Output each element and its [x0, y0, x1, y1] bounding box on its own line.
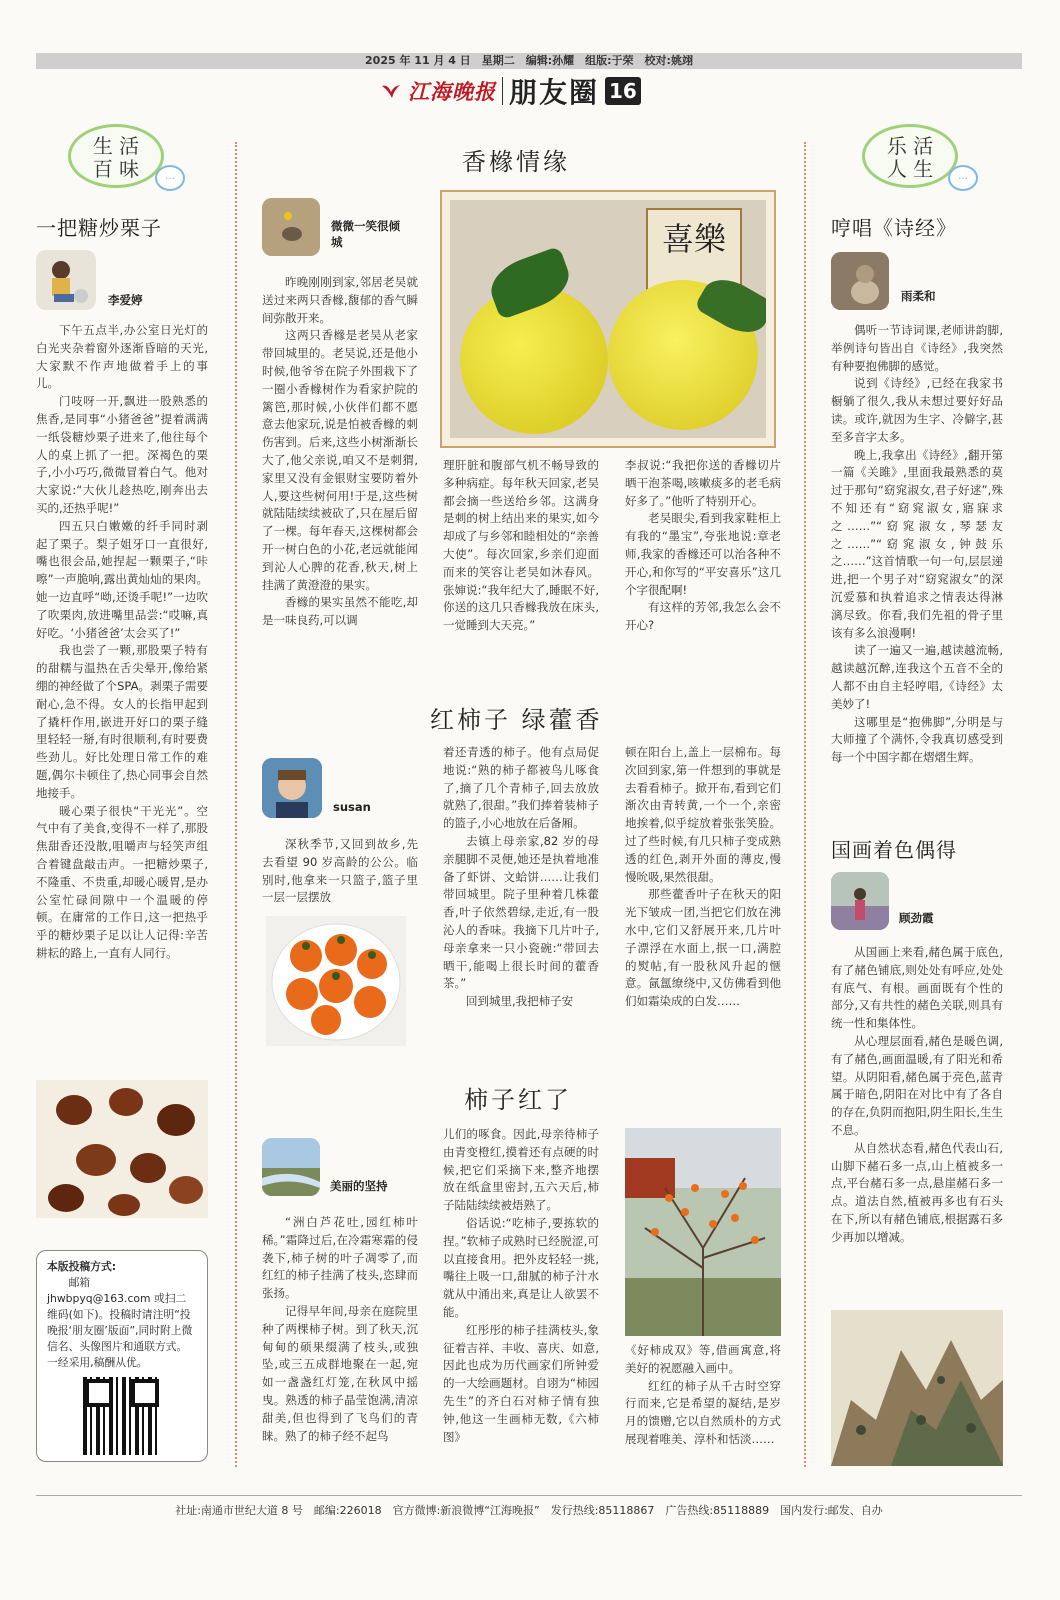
- author-avatar: [831, 252, 889, 310]
- paragraph: 有这样的芳邻,我怎么会不开心?: [625, 600, 781, 633]
- column-rule-right: [804, 142, 806, 1467]
- article-body: [625, 457, 781, 669]
- paragraph: 读了一遍又一遍,越读越流畅,越读越沉醉,连我这个五音不全的人都不由自主轻哼唱,《诗经》太美妙了!: [831, 643, 1003, 711]
- author-avatar: [262, 198, 320, 256]
- column-rule-left: [235, 142, 237, 1467]
- section-badge-leisure: 乐 活 人 生: [862, 124, 958, 188]
- citron-photo-frame: [440, 190, 776, 448]
- paragraph: 儿们的啄食。因此,母亲待柿子由青变橙红,摸着还有点硬的时候,把它们采摘下来,整齐地摆放在纸盒里密封,五六天后,柿子陆陆续续被焐熟了。: [443, 1127, 599, 1213]
- article-title: 国画着色偶得: [831, 838, 957, 862]
- paragraph: 红红的柿子从千古时空穿行而来,它是希望的凝结,是岁月的馈赠,它以自然质朴的方式展现着唯美、淳朴和恬淡……: [625, 1378, 781, 1446]
- author-name: 美丽的坚持: [330, 1179, 388, 1193]
- paragraph: 这哪里是“抱佛脚”,分明是与大师撞了个满怀,令我真切感受到每一个中国字都在熠熠生辉。: [831, 714, 1003, 765]
- author-name: 微微一笑很倾城: [331, 219, 400, 249]
- persimmon-plate-photo: [266, 916, 406, 1046]
- paragraph: 从心理层面看,赭色是暖色调,有了赭色,画面温暖,有了阳光和希望。从阴阳看,赭色属于亮色,蓝青属于暗色,阴阳在对比中有了各自的存在,负阴而抱阳,阴生阳长,生生不息。: [831, 1033, 1003, 1137]
- newspaper-logo: 江海晚报: [408, 79, 496, 104]
- paragraph: 顿在阳台上,盖上一层棉布。每次回到家,第一件想到的事就是去看看柿子。掀开布,看到它们渐次由青转黄,一个一个,亲密地挨着,似乎绽放着张张笑脸。过了些时候,有几只柿子变成熟透的红色,剥开外面的薄皮,慢慢吮吸,果然很甜。: [625, 745, 781, 884]
- author-name: 李爱婷: [108, 293, 143, 307]
- article-body: [262, 274, 418, 664]
- landscape-painting: [831, 1310, 1003, 1466]
- speech-bubble-icon: …: [948, 165, 978, 191]
- paragraph: 深秋季节,又回到故乡,先去看望 90 岁高龄的公公。临别时,他拿来一只篮子,篮子里一层一层摆放: [262, 837, 418, 905]
- article-body: [443, 1126, 599, 1466]
- paragraph: 老吴眼尖,看到我家鞋柜上有我的“墨宝”,夸张地说:章老师,我家的香橼还可以治各种不开心,和你写的“平安喜乐”这几个字很配啊!: [625, 511, 781, 597]
- citron-photo: [450, 200, 766, 438]
- article-title: 柿子红了: [464, 1086, 572, 1114]
- paragraph: 记得早年间,母亲在庭院里种了两棵柿子树。到了秋天,沉甸甸的硕果缀满了枝头,或独坠,或三五成群地聚在一起,宛如一盏盏红灯笼,在秋风中摇曳。熟透的柿子晶莹饱满,清凉甜美,但也得到了飞鸟们的青睐。熟了的柿子经不起鸟: [262, 1303, 418, 1443]
- paragraph: 《好柿成双》等,借画寓意,将美好的祝愿融入画中。: [625, 1343, 781, 1375]
- article-body: [36, 322, 208, 1074]
- page-number: 16: [605, 77, 641, 105]
- paragraph: 门吱呀一开,飘进一股熟悉的焦香,是同事“小猪爸爸”提着满满一纸袋糖炒栗子进来了,他往每个人的桌上抓了一把。深褐色的栗子,小小巧巧,微微冒着白气。他对大家说:“大伙儿趁热吃,刚奔出去买的,还热乎呢!”: [36, 394, 208, 515]
- paragraph: 那些藿香叶子在秋天的阳光下皱成一团,当把它们放在沸水中,它们又舒展开来,几片叶子漂浮在水面上,抿一口,满腔的熨帖,有一股秋风升起的惬意。氤氲缭绕中,又仿佛看到他们如霜染成的白发……: [625, 887, 781, 1009]
- author-avatar: [262, 1138, 320, 1196]
- author-avatar: [831, 872, 889, 930]
- paragraph: 从国画上来看,赭色属于底色,有了赭色铺底,则处处有呼应,处处有底气、有根。画面既有个性的部分,又有共性的赭色关联,则具有统一性和集体性。: [831, 945, 1003, 1031]
- author-name: susan: [333, 800, 371, 814]
- author-avatar: [36, 250, 96, 310]
- article-body: [443, 744, 599, 1052]
- calligraphy-sign: 喜樂: [646, 208, 742, 318]
- dateline-bar: 2025 年 11 月 4 日 星期二 编辑:孙耀 组版:于荣 校对:姚翊: [36, 53, 1022, 69]
- paragraph: 理肝脏和腹部气机不畅导致的多种病症。每年秋天回家,老吴都会摘一些送给乡邻。这满身是刺的树上结出来的果实,如今却成了与乡邻和睦相处的“亲善大使”。每次回家,乡亲们迎面而来的笑容让老吴如沐春风。张婶说:“我年纪大了,睡眠不好,你送的这几只香橼我放在床头,一觉睡到大天亮。”: [443, 458, 599, 633]
- article-title: 哼唱《诗经》: [831, 216, 957, 240]
- author-name: 顾劲霞: [899, 911, 934, 925]
- paragraph: 暖心栗子很快“干光光”。空气中有了美食,变得不一样了,那股焦甜香还没散,咀嚼声与轻笑声组合着键盘敲击声。一把糖炒栗子,不隆重、不贵重,却暖心暖胃,是办公室忙碌间隙中一个温暖的停顿。在庸常的工作日,这一把热乎乎的糖炒栗子足以让人记得:辛苦耕耘的路上,一直有人同行。: [36, 803, 208, 960]
- submission-notice: 本版投稿方式: 邮箱 jhwbpyq@163.com 或扫二维码(如下)。投稿时请注明“投晚报‘朋友圈’版面”,同时附上微信名、头像图片和通联方式。一经采用,稿酬从优。: [36, 1250, 208, 1462]
- article-body: [443, 457, 599, 669]
- paragraph: 说到《诗经》,已经在我家书橱躺了很久,我从未想过要好好品读。或许,就因为生字、冷僻字,甚至多音字太多。: [831, 376, 1003, 444]
- article-title: 红柿子 绿藿香: [430, 706, 603, 734]
- article-body: [262, 836, 418, 908]
- paragraph: 偶听一节诗词课,老师讲韵脚,举例诗句皆出自《诗经》,我突然有种要抱佛脚的感觉。: [831, 323, 1003, 373]
- article-title: 一把糖炒栗子: [36, 216, 162, 240]
- section-title: 朋友圈: [509, 76, 600, 109]
- author-name: 雨柔和: [901, 289, 936, 303]
- paragraph: “洲白芦花吐,园红柿叶稀。”霜降过后,在冷霜寒霜的侵袭下,柿子树的叶子凋零了,而红红的柿子挂满了枝头,恣肆而张扬。: [262, 1215, 418, 1301]
- article-body: [625, 1342, 781, 1466]
- paragraph: 我也尝了一颗,那股栗子特有的甜糯与温热在舌尖晕开,像给紧绷的神经做了个SPA。剥栗子需要耐心,急不得。女人的长指甲起到了撬杆作用,嵌进开好口的栗子缝里轻轻一掰,有时很顺利,有时要费些劲儿。好比处理日常工作的难题,偶尔卡顿住了,热心同事会自然地接手。: [36, 643, 208, 800]
- paragraph: 下午五点半,办公室日光灯的白光夹杂着窗外逐渐昏暗的天光,大家默不作声地做着手上的事儿。: [36, 323, 208, 391]
- masthead: [380, 71, 680, 111]
- section-badge-life: 生 活 百 味: [68, 124, 164, 188]
- footer-info: 社址:南通市世纪大道 8 号 邮编:226018 官方微博:新浪微博“江海晚报” 发行热线:85118867 广告热线:85118889 国内发行:邮发、自办: [36, 1495, 1022, 1518]
- speech-bubble-icon: …: [155, 165, 185, 191]
- chestnuts-photo: [36, 1080, 208, 1218]
- paragraph: 李叔说:“我把你送的香橼切片晒干泡茶喝,咳嗽痰多的老毛病好多了。”他听了特别开心。: [625, 458, 781, 508]
- paragraph: 去镇上母亲家,82 岁的母亲腿脚不灵便,她还是执着地准备了虾饼、文蛤饼……让我们带回城里。院子里种着几株藿香,叶子依然碧绿,走近,有一股沁人的香味。我摘下几片叶子,母亲拿来一只小瓷碗:“带回去晒干,能喝上很长时间的藿香茶。”: [443, 833, 599, 991]
- paragraph: 从自然状态看,赭色代表山石,山脚下赭石多一点,山上植被多一点,平台赭石多一点,悬崖赭石多一点。道法自然,植被再多也有石头在下,所以有赭色铺底,根据露石多少再加以增减。: [831, 1140, 1003, 1244]
- paragraph: 红彤彤的柿子挂满枝头,象征着吉祥、丰收、喜庆、如意,因此也成为历代画家们所钟爱的一大绘画题材。自诩为“柿园先生”的齐白石对柿子情有独钟,他这一生画柿无数,《六柿图》: [443, 1322, 599, 1444]
- qr-code[interactable]: [83, 1377, 161, 1455]
- paragraph: 四五只白嫩嫩的纤手同时剥起了栗子。梨子姐牙口一直很好,嘴也很会品,她捏起一颗栗子,“咔嚓”一声脆响,露出黄灿灿的果肉。她一边直呼“呦,还烫手呢!”一边吹了吹栗肉,放进嘴里品尝:“哎嘛,真好吃。‘小猪爸爸’太会买了!”: [36, 518, 208, 640]
- paragraph: 这两只香橼是老吴从老家带回城里的。老吴说,还是他小时候,他爷爷在院子外围栽下了一圈小香橼树作为看家护院的篱笆,那时候,小伙伴们都不愿意去他家玩,说是怕被香橼的刺伤害到。后来,这些小树渐渐长大了,他父亲说,咱又不是刺猬,家里又没有金银财宝要防着外人,要这些树何用!于是,这些树就陆陆续续被砍了,只在屋后留了一棵。每年春天,这棵树都会开一树白色的小花,老远就能闻到沁人心脾的花香,秋天,树上挂满了黄澄澄的果实。: [262, 328, 418, 592]
- paragraph: 香橼的果实虽然不能吃,却是一味良药,可以调: [262, 595, 418, 628]
- paragraph: 回到城里,我把柿子安: [466, 994, 574, 1009]
- paragraph: 晚上,我拿出《诗经》,翻开第一篇《关雎》,里面我最熟悉的莫过于那句“窈窕淑女,君子好逑”,殊不知还有“窈窕淑女,寤寐求之……”“窈窕淑女,琴瑟友之……”“窈窕淑女,钟鼓乐之……”这首情歌一句一句,层层递进,把一个男子对“窈窕淑女”的深沉爱慕和执着追求之情表达得淋漓尽致。你看,我们先祖的骨子里该有多么浪漫啊!: [831, 447, 1003, 640]
- article-body: [831, 944, 1003, 1300]
- article-body: [262, 1214, 418, 1466]
- author-avatar: [262, 758, 322, 818]
- article-title: 香橼情缘: [462, 148, 570, 176]
- article-body: [831, 322, 1003, 806]
- bird-logo-icon: [380, 80, 402, 102]
- article-body: [625, 744, 781, 1052]
- persimmon-tree-photo: [625, 1128, 781, 1336]
- paragraph: 昨晚刚刚到家,邻居老吴就送过来两只香橼,馥郁的香气瞬间弥散开来。: [262, 275, 418, 325]
- paragraph: 着还青透的柿子。他有点局促地说:“熟的柿子都被鸟儿啄食了,摘了几个青柿子,回去放放就熟了,很甜。”我们捧着装柿子的篮子,小心地放在后备厢。: [443, 745, 599, 831]
- paragraph: 俗话说:“吃柿子,要拣软的捏。”软柿子成熟时已经脱涩,可以直接食用。把外皮轻轻一挑,嘴往上吸一口,甜腻的柿子汁水就从中涌出来,真是让人欲罢不能。: [443, 1215, 599, 1319]
